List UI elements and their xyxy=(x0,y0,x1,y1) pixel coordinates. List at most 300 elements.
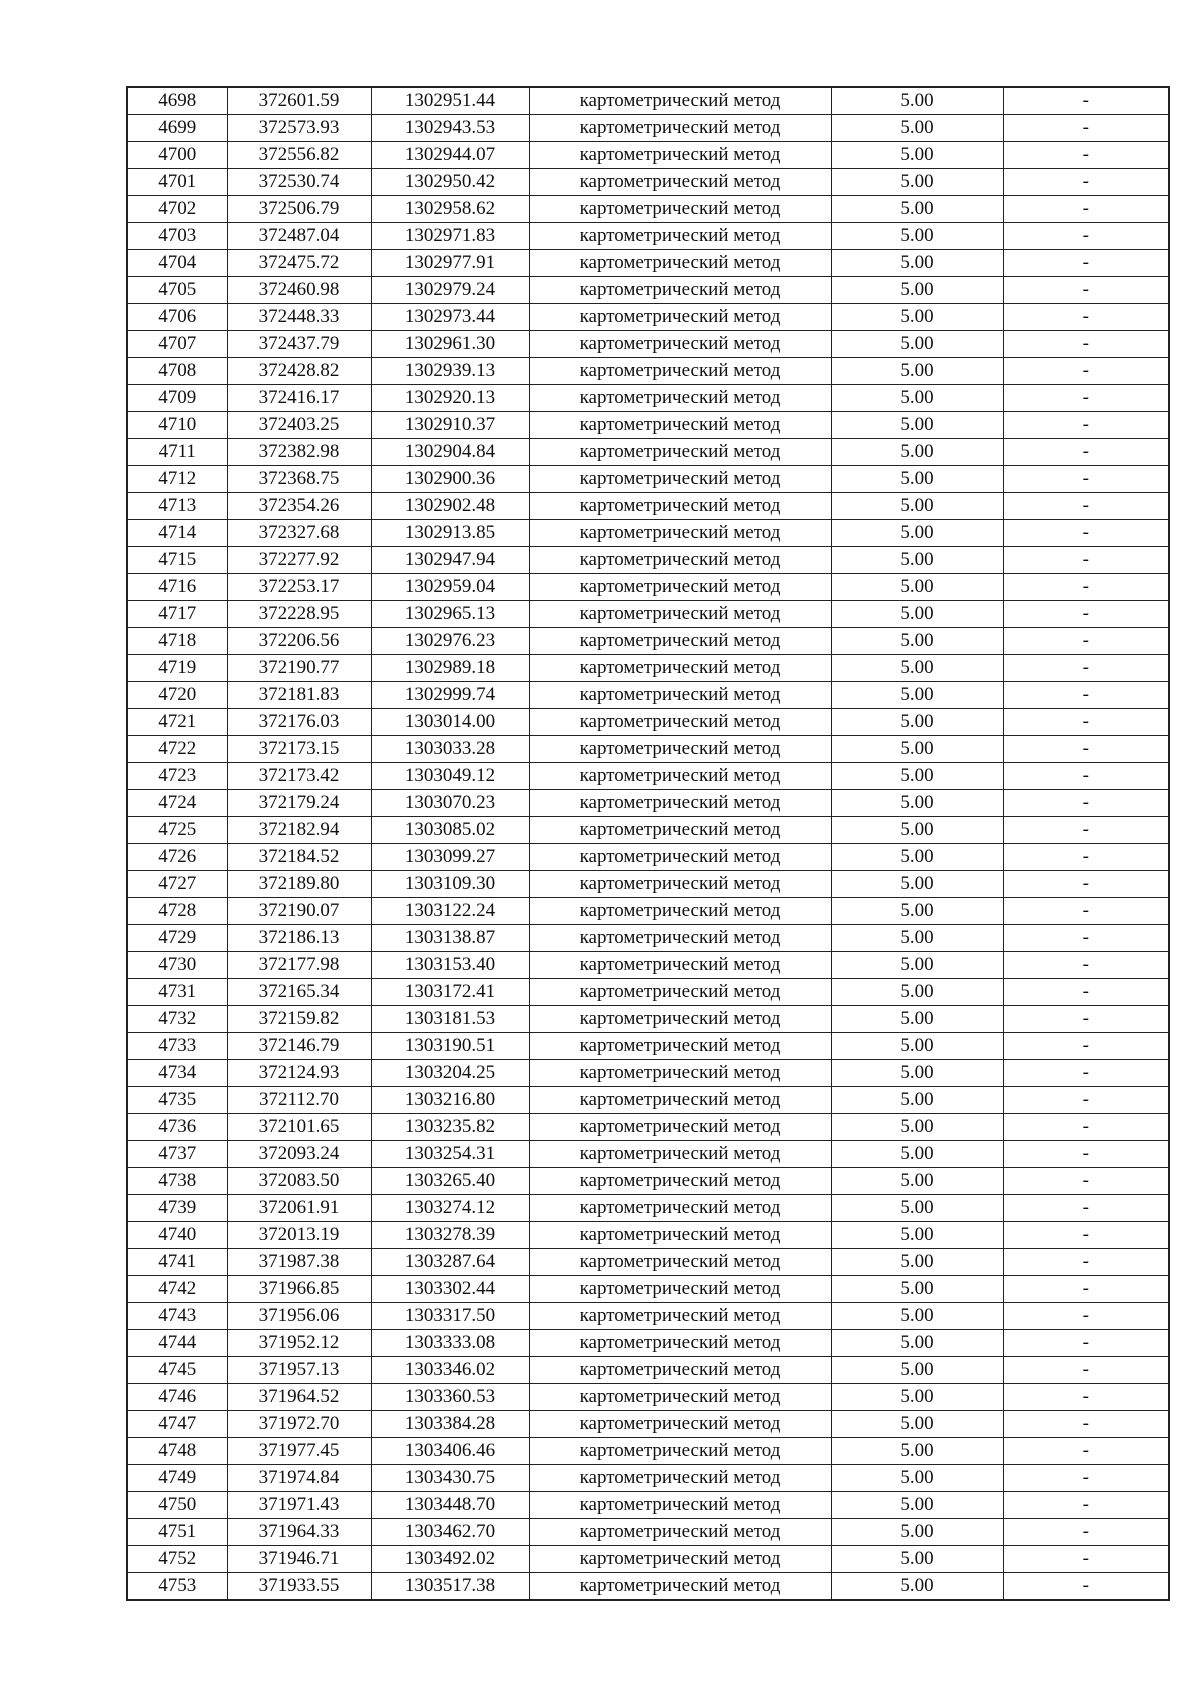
method-cell: картометрический метод xyxy=(529,1465,831,1492)
x-coordinate-cell: 372159.82 xyxy=(227,1006,371,1033)
point-number-cell: 4744 xyxy=(127,1330,227,1357)
point-number-cell: 4699 xyxy=(127,115,227,142)
method-cell: картометрический метод xyxy=(529,601,831,628)
point-number-cell: 4738 xyxy=(127,1168,227,1195)
point-number-cell: 4709 xyxy=(127,385,227,412)
x-coordinate-cell: 372253.17 xyxy=(227,574,371,601)
table-row xyxy=(127,493,1169,520)
table-row xyxy=(127,1168,1169,1195)
y-coordinate-cell: 1303181.53 xyxy=(371,1006,529,1033)
x-coordinate-cell: 372093.24 xyxy=(227,1141,371,1168)
point-number-cell: 4722 xyxy=(127,736,227,763)
description-cell: - xyxy=(1003,547,1169,574)
y-coordinate-cell: 1302902.48 xyxy=(371,493,529,520)
y-coordinate-cell: 1303274.12 xyxy=(371,1195,529,1222)
x-coordinate-cell: 372083.50 xyxy=(227,1168,371,1195)
y-coordinate-cell: 1302961.30 xyxy=(371,331,529,358)
y-coordinate-cell: 1303109.30 xyxy=(371,871,529,898)
table-row xyxy=(127,1330,1169,1357)
y-coordinate-cell: 1302951.44 xyxy=(371,87,529,115)
table-row xyxy=(127,1114,1169,1141)
x-coordinate-cell: 371972.70 xyxy=(227,1411,371,1438)
x-coordinate-cell: 372487.04 xyxy=(227,223,371,250)
method-cell: картометрический метод xyxy=(529,925,831,952)
accuracy-cell: 5.00 xyxy=(831,385,1003,412)
x-coordinate-cell: 372179.24 xyxy=(227,790,371,817)
accuracy-cell: 5.00 xyxy=(831,1222,1003,1249)
method-cell: картометрический метод xyxy=(529,655,831,682)
accuracy-cell: 5.00 xyxy=(831,547,1003,574)
y-coordinate-cell: 1303153.40 xyxy=(371,952,529,979)
x-coordinate-cell: 372206.56 xyxy=(227,628,371,655)
description-cell: - xyxy=(1003,412,1169,439)
method-cell: картометрический метод xyxy=(529,115,831,142)
method-cell: картометрический метод xyxy=(529,1573,831,1601)
method-cell: картометрический метод xyxy=(529,304,831,331)
table-row xyxy=(127,250,1169,277)
point-number-cell: 4747 xyxy=(127,1411,227,1438)
table-row xyxy=(127,1546,1169,1573)
table-row xyxy=(127,142,1169,169)
description-cell: - xyxy=(1003,1222,1169,1249)
accuracy-cell: 5.00 xyxy=(831,1330,1003,1357)
table-row xyxy=(127,196,1169,223)
accuracy-cell: 5.00 xyxy=(831,817,1003,844)
y-coordinate-cell: 1303302.44 xyxy=(371,1276,529,1303)
table-row xyxy=(127,1438,1169,1465)
method-cell: картометрический метод xyxy=(529,1060,831,1087)
table-row xyxy=(127,520,1169,547)
method-cell: картометрический метод xyxy=(529,331,831,358)
y-coordinate-cell: 1302920.13 xyxy=(371,385,529,412)
y-coordinate-cell: 1303406.46 xyxy=(371,1438,529,1465)
method-cell: картометрический метод xyxy=(529,196,831,223)
accuracy-cell: 5.00 xyxy=(831,763,1003,790)
y-coordinate-cell: 1303278.39 xyxy=(371,1222,529,1249)
description-cell: - xyxy=(1003,115,1169,142)
table-row xyxy=(127,1519,1169,1546)
description-cell: - xyxy=(1003,952,1169,979)
x-coordinate-cell: 371964.33 xyxy=(227,1519,371,1546)
y-coordinate-cell: 1302939.13 xyxy=(371,358,529,385)
x-coordinate-cell: 372573.93 xyxy=(227,115,371,142)
method-cell: картометрический метод xyxy=(529,1249,831,1276)
x-coordinate-cell: 372368.75 xyxy=(227,466,371,493)
x-coordinate-cell: 372165.34 xyxy=(227,979,371,1006)
accuracy-cell: 5.00 xyxy=(831,682,1003,709)
table-row xyxy=(127,223,1169,250)
accuracy-cell: 5.00 xyxy=(831,709,1003,736)
x-coordinate-cell: 372354.26 xyxy=(227,493,371,520)
point-number-cell: 4740 xyxy=(127,1222,227,1249)
table-row xyxy=(127,1276,1169,1303)
y-coordinate-cell: 1303265.40 xyxy=(371,1168,529,1195)
point-number-cell: 4737 xyxy=(127,1141,227,1168)
description-cell: - xyxy=(1003,142,1169,169)
point-number-cell: 4725 xyxy=(127,817,227,844)
y-coordinate-cell: 1303049.12 xyxy=(371,763,529,790)
point-number-cell: 4723 xyxy=(127,763,227,790)
y-coordinate-cell: 1303333.08 xyxy=(371,1330,529,1357)
method-cell: картометрический метод xyxy=(529,1222,831,1249)
method-cell: картометрический метод xyxy=(529,385,831,412)
table-row xyxy=(127,277,1169,304)
description-cell: - xyxy=(1003,979,1169,1006)
table-row xyxy=(127,790,1169,817)
accuracy-cell: 5.00 xyxy=(831,1492,1003,1519)
accuracy-cell: 5.00 xyxy=(831,925,1003,952)
method-cell: картометрический метод xyxy=(529,1195,831,1222)
method-cell: картометрический метод xyxy=(529,358,831,385)
point-number-cell: 4750 xyxy=(127,1492,227,1519)
accuracy-cell: 5.00 xyxy=(831,1249,1003,1276)
x-coordinate-cell: 372601.59 xyxy=(227,87,371,115)
point-number-cell: 4752 xyxy=(127,1546,227,1573)
method-cell: картометрический метод xyxy=(529,87,831,115)
accuracy-cell: 5.00 xyxy=(831,898,1003,925)
y-coordinate-cell: 1302965.13 xyxy=(371,601,529,628)
description-cell: - xyxy=(1003,1384,1169,1411)
table-row xyxy=(127,1303,1169,1330)
x-coordinate-cell: 372327.68 xyxy=(227,520,371,547)
y-coordinate-cell: 1302971.83 xyxy=(371,223,529,250)
method-cell: картометрический метод xyxy=(529,412,831,439)
accuracy-cell: 5.00 xyxy=(831,1573,1003,1601)
table-row xyxy=(127,979,1169,1006)
accuracy-cell: 5.00 xyxy=(831,1276,1003,1303)
method-cell: картометрический метод xyxy=(529,466,831,493)
accuracy-cell: 5.00 xyxy=(831,655,1003,682)
accuracy-cell: 5.00 xyxy=(831,1114,1003,1141)
table-row xyxy=(127,1060,1169,1087)
point-number-cell: 4718 xyxy=(127,628,227,655)
table-row xyxy=(127,1465,1169,1492)
description-cell: - xyxy=(1003,1033,1169,1060)
point-number-cell: 4713 xyxy=(127,493,227,520)
table-row xyxy=(127,169,1169,196)
x-coordinate-cell: 372061.91 xyxy=(227,1195,371,1222)
table-row xyxy=(127,709,1169,736)
point-number-cell: 4742 xyxy=(127,1276,227,1303)
table-row xyxy=(127,952,1169,979)
accuracy-cell: 5.00 xyxy=(831,466,1003,493)
description-cell: - xyxy=(1003,466,1169,493)
method-cell: картометрический метод xyxy=(529,763,831,790)
accuracy-cell: 5.00 xyxy=(831,628,1003,655)
x-coordinate-cell: 372101.65 xyxy=(227,1114,371,1141)
accuracy-cell: 5.00 xyxy=(831,1303,1003,1330)
x-coordinate-cell: 372189.80 xyxy=(227,871,371,898)
accuracy-cell: 5.00 xyxy=(831,871,1003,898)
x-coordinate-cell: 372475.72 xyxy=(227,250,371,277)
point-number-cell: 4705 xyxy=(127,277,227,304)
x-coordinate-cell: 372556.82 xyxy=(227,142,371,169)
y-coordinate-cell: 1302999.74 xyxy=(371,682,529,709)
y-coordinate-cell: 1303099.27 xyxy=(371,844,529,871)
accuracy-cell: 5.00 xyxy=(831,250,1003,277)
accuracy-cell: 5.00 xyxy=(831,1465,1003,1492)
method-cell: картометрический метод xyxy=(529,628,831,655)
y-coordinate-cell: 1303235.82 xyxy=(371,1114,529,1141)
point-number-cell: 4712 xyxy=(127,466,227,493)
table-row xyxy=(127,115,1169,142)
accuracy-cell: 5.00 xyxy=(831,331,1003,358)
y-coordinate-cell: 1302943.53 xyxy=(371,115,529,142)
table-row xyxy=(127,601,1169,628)
point-number-cell: 4721 xyxy=(127,709,227,736)
method-cell: картометрический метод xyxy=(529,871,831,898)
description-cell: - xyxy=(1003,1249,1169,1276)
table-row xyxy=(127,1222,1169,1249)
accuracy-cell: 5.00 xyxy=(831,952,1003,979)
y-coordinate-cell: 1302904.84 xyxy=(371,439,529,466)
method-cell: картометрический метод xyxy=(529,1033,831,1060)
description-cell: - xyxy=(1003,223,1169,250)
y-coordinate-cell: 1302973.44 xyxy=(371,304,529,331)
description-cell: - xyxy=(1003,1114,1169,1141)
description-cell: - xyxy=(1003,1573,1169,1601)
accuracy-cell: 5.00 xyxy=(831,1087,1003,1114)
description-cell: - xyxy=(1003,331,1169,358)
accuracy-cell: 5.00 xyxy=(831,493,1003,520)
description-cell: - xyxy=(1003,1357,1169,1384)
point-number-cell: 4716 xyxy=(127,574,227,601)
method-cell: картометрический метод xyxy=(529,223,831,250)
y-coordinate-cell: 1303254.31 xyxy=(371,1141,529,1168)
x-coordinate-cell: 372437.79 xyxy=(227,331,371,358)
table-row xyxy=(127,682,1169,709)
method-cell: картометрический метод xyxy=(529,520,831,547)
description-cell: - xyxy=(1003,520,1169,547)
description-cell: - xyxy=(1003,1330,1169,1357)
table-row xyxy=(127,1411,1169,1438)
x-coordinate-cell: 372277.92 xyxy=(227,547,371,574)
x-coordinate-cell: 371964.52 xyxy=(227,1384,371,1411)
description-cell: - xyxy=(1003,87,1169,115)
description-cell: - xyxy=(1003,898,1169,925)
accuracy-cell: 5.00 xyxy=(831,1141,1003,1168)
description-cell: - xyxy=(1003,304,1169,331)
method-cell: картометрический метод xyxy=(529,169,831,196)
x-coordinate-cell: 372177.98 xyxy=(227,952,371,979)
method-cell: картометрический метод xyxy=(529,952,831,979)
y-coordinate-cell: 1303014.00 xyxy=(371,709,529,736)
y-coordinate-cell: 1303033.28 xyxy=(371,736,529,763)
method-cell: картометрический метод xyxy=(529,844,831,871)
table-row xyxy=(127,1573,1169,1601)
y-coordinate-cell: 1302976.23 xyxy=(371,628,529,655)
point-number-cell: 4707 xyxy=(127,331,227,358)
point-number-cell: 4739 xyxy=(127,1195,227,1222)
point-number-cell: 4745 xyxy=(127,1357,227,1384)
point-number-cell: 4751 xyxy=(127,1519,227,1546)
y-coordinate-cell: 1303346.02 xyxy=(371,1357,529,1384)
method-cell: картометрический метод xyxy=(529,1006,831,1033)
accuracy-cell: 5.00 xyxy=(831,736,1003,763)
x-coordinate-cell: 371966.85 xyxy=(227,1276,371,1303)
table-row xyxy=(127,1141,1169,1168)
method-cell: картометрический метод xyxy=(529,142,831,169)
table-row xyxy=(127,1087,1169,1114)
accuracy-cell: 5.00 xyxy=(831,304,1003,331)
description-cell: - xyxy=(1003,1438,1169,1465)
point-number-cell: 4726 xyxy=(127,844,227,871)
table-row xyxy=(127,1249,1169,1276)
point-number-cell: 4728 xyxy=(127,898,227,925)
y-coordinate-cell: 1302958.62 xyxy=(371,196,529,223)
table-row xyxy=(127,1357,1169,1384)
method-cell: картометрический метод xyxy=(529,1411,831,1438)
accuracy-cell: 5.00 xyxy=(831,439,1003,466)
x-coordinate-cell: 372173.42 xyxy=(227,763,371,790)
description-cell: - xyxy=(1003,1141,1169,1168)
point-number-cell: 4731 xyxy=(127,979,227,1006)
description-cell: - xyxy=(1003,493,1169,520)
accuracy-cell: 5.00 xyxy=(831,1033,1003,1060)
x-coordinate-cell: 372382.98 xyxy=(227,439,371,466)
y-coordinate-cell: 1302944.07 xyxy=(371,142,529,169)
method-cell: картометрический метод xyxy=(529,1519,831,1546)
method-cell: картометрический метод xyxy=(529,979,831,1006)
method-cell: картометрический метод xyxy=(529,1546,831,1573)
coordinates-table xyxy=(126,86,1170,1601)
y-coordinate-cell: 1302947.94 xyxy=(371,547,529,574)
table-row xyxy=(127,466,1169,493)
x-coordinate-cell: 371971.43 xyxy=(227,1492,371,1519)
accuracy-cell: 5.00 xyxy=(831,1438,1003,1465)
y-coordinate-cell: 1303317.50 xyxy=(371,1303,529,1330)
method-cell: картометрический метод xyxy=(529,709,831,736)
method-cell: картометрический метод xyxy=(529,493,831,520)
table-row xyxy=(127,304,1169,331)
accuracy-cell: 5.00 xyxy=(831,1357,1003,1384)
y-coordinate-cell: 1303172.41 xyxy=(371,979,529,1006)
x-coordinate-cell: 372176.03 xyxy=(227,709,371,736)
point-number-cell: 4748 xyxy=(127,1438,227,1465)
method-cell: картометрический метод xyxy=(529,1357,831,1384)
description-cell: - xyxy=(1003,709,1169,736)
accuracy-cell: 5.00 xyxy=(831,277,1003,304)
point-number-cell: 4720 xyxy=(127,682,227,709)
x-coordinate-cell: 372190.07 xyxy=(227,898,371,925)
description-cell: - xyxy=(1003,277,1169,304)
method-cell: картометрический метод xyxy=(529,736,831,763)
point-number-cell: 4710 xyxy=(127,412,227,439)
table-row xyxy=(127,412,1169,439)
point-number-cell: 4700 xyxy=(127,142,227,169)
y-coordinate-cell: 1302989.18 xyxy=(371,655,529,682)
point-number-cell: 4746 xyxy=(127,1384,227,1411)
method-cell: картометрический метод xyxy=(529,1276,831,1303)
point-number-cell: 4706 xyxy=(127,304,227,331)
method-cell: картометрический метод xyxy=(529,1087,831,1114)
x-coordinate-cell: 372448.33 xyxy=(227,304,371,331)
description-cell: - xyxy=(1003,601,1169,628)
y-coordinate-cell: 1302910.37 xyxy=(371,412,529,439)
table-row xyxy=(127,1195,1169,1222)
table-row xyxy=(127,844,1169,871)
description-cell: - xyxy=(1003,1087,1169,1114)
description-cell: - xyxy=(1003,169,1169,196)
accuracy-cell: 5.00 xyxy=(831,979,1003,1006)
description-cell: - xyxy=(1003,439,1169,466)
x-coordinate-cell: 372190.77 xyxy=(227,655,371,682)
table-row xyxy=(127,925,1169,952)
point-number-cell: 4711 xyxy=(127,439,227,466)
method-cell: картометрический метод xyxy=(529,1168,831,1195)
table-row xyxy=(127,574,1169,601)
point-number-cell: 4702 xyxy=(127,196,227,223)
point-number-cell: 4714 xyxy=(127,520,227,547)
accuracy-cell: 5.00 xyxy=(831,520,1003,547)
y-coordinate-cell: 1303122.24 xyxy=(371,898,529,925)
x-coordinate-cell: 371987.38 xyxy=(227,1249,371,1276)
accuracy-cell: 5.00 xyxy=(831,1195,1003,1222)
x-coordinate-cell: 372530.74 xyxy=(227,169,371,196)
y-coordinate-cell: 1303085.02 xyxy=(371,817,529,844)
description-cell: - xyxy=(1003,817,1169,844)
x-coordinate-cell: 371977.45 xyxy=(227,1438,371,1465)
accuracy-cell: 5.00 xyxy=(831,790,1003,817)
description-cell: - xyxy=(1003,574,1169,601)
point-number-cell: 4703 xyxy=(127,223,227,250)
accuracy-cell: 5.00 xyxy=(831,844,1003,871)
table-row xyxy=(127,736,1169,763)
table-row xyxy=(127,763,1169,790)
point-number-cell: 4736 xyxy=(127,1114,227,1141)
description-cell: - xyxy=(1003,871,1169,898)
method-cell: картометрический метод xyxy=(529,682,831,709)
y-coordinate-cell: 1302979.24 xyxy=(371,277,529,304)
y-coordinate-cell: 1303216.80 xyxy=(371,1087,529,1114)
description-cell: - xyxy=(1003,1060,1169,1087)
description-cell: - xyxy=(1003,655,1169,682)
y-coordinate-cell: 1303204.25 xyxy=(371,1060,529,1087)
point-number-cell: 4715 xyxy=(127,547,227,574)
method-cell: картометрический метод xyxy=(529,277,831,304)
y-coordinate-cell: 1302900.36 xyxy=(371,466,529,493)
accuracy-cell: 5.00 xyxy=(831,1384,1003,1411)
y-coordinate-cell: 1302959.04 xyxy=(371,574,529,601)
accuracy-cell: 5.00 xyxy=(831,115,1003,142)
method-cell: картометрический метод xyxy=(529,1303,831,1330)
accuracy-cell: 5.00 xyxy=(831,142,1003,169)
y-coordinate-cell: 1303448.70 xyxy=(371,1492,529,1519)
method-cell: картометрический метод xyxy=(529,250,831,277)
x-coordinate-cell: 372403.25 xyxy=(227,412,371,439)
description-cell: - xyxy=(1003,1519,1169,1546)
table-row xyxy=(127,1384,1169,1411)
table-row xyxy=(127,385,1169,412)
description-cell: - xyxy=(1003,844,1169,871)
accuracy-cell: 5.00 xyxy=(831,601,1003,628)
y-coordinate-cell: 1303462.70 xyxy=(371,1519,529,1546)
description-cell: - xyxy=(1003,385,1169,412)
x-coordinate-cell: 372228.95 xyxy=(227,601,371,628)
point-number-cell: 4727 xyxy=(127,871,227,898)
x-coordinate-cell: 371952.12 xyxy=(227,1330,371,1357)
method-cell: картометрический метод xyxy=(529,817,831,844)
accuracy-cell: 5.00 xyxy=(831,223,1003,250)
accuracy-cell: 5.00 xyxy=(831,169,1003,196)
accuracy-cell: 5.00 xyxy=(831,1060,1003,1087)
description-cell: - xyxy=(1003,358,1169,385)
y-coordinate-cell: 1303517.38 xyxy=(371,1573,529,1601)
y-coordinate-cell: 1303430.75 xyxy=(371,1465,529,1492)
point-number-cell: 4753 xyxy=(127,1573,227,1601)
method-cell: картометрический метод xyxy=(529,1141,831,1168)
point-number-cell: 4729 xyxy=(127,925,227,952)
